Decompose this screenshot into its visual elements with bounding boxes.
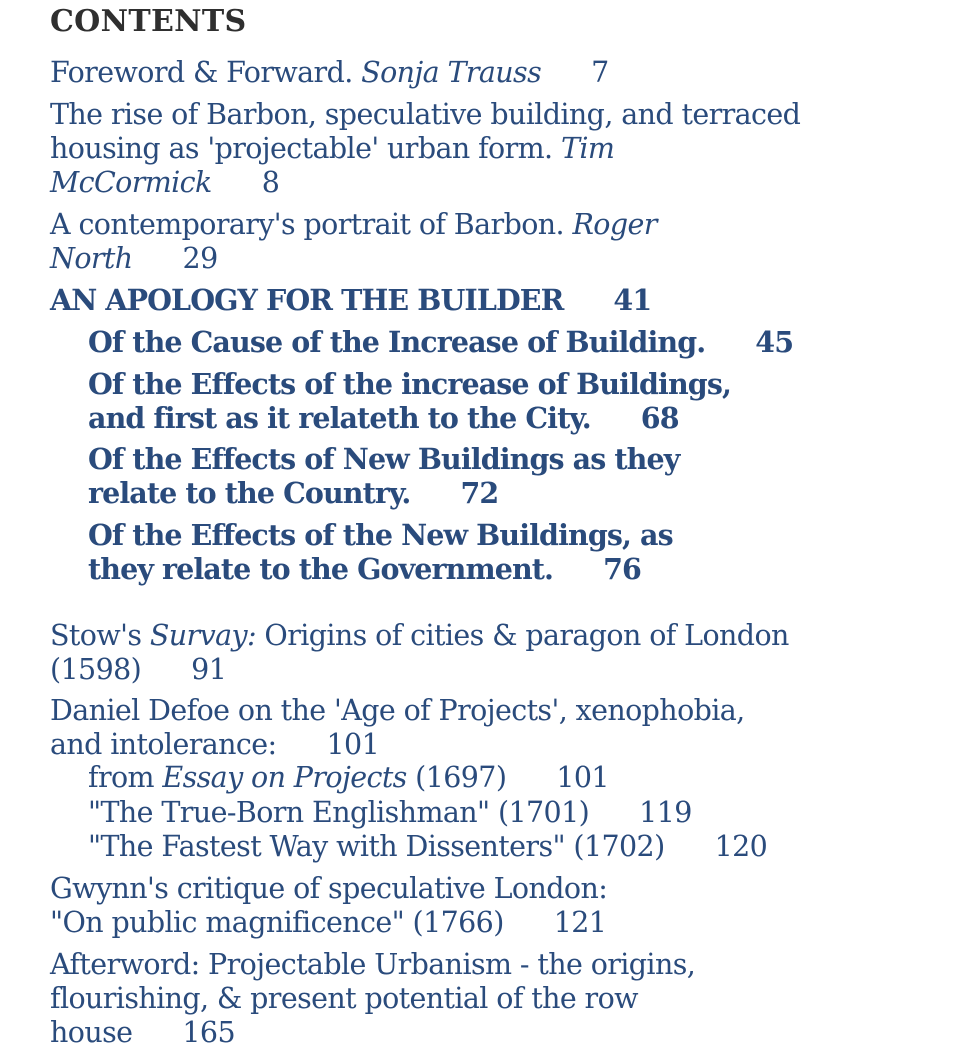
toc-entry-true-born-englishman[interactable] xyxy=(88,796,692,830)
toc-title-line: flourishing, & present potential of the row xyxy=(50,982,638,1015)
toc-author: Tim xyxy=(560,132,615,165)
toc-author: Roger xyxy=(572,208,657,241)
toc-entry-cause[interactable] xyxy=(88,325,793,359)
toc-title-line: they relate to the Government. xyxy=(88,552,554,586)
toc-title-line: "On public magnificence" (1766) xyxy=(50,906,504,939)
toc-entry-effects-country[interactable] xyxy=(88,442,679,510)
toc-author: McCormick xyxy=(50,166,212,199)
toc-page-number: 29 xyxy=(182,242,218,275)
toc-page-number: 76 xyxy=(603,552,641,586)
toc-page-number: 91 xyxy=(191,653,227,686)
toc-title: (1697) xyxy=(406,761,507,794)
toc-title: Of the Cause of the Increase of Building. xyxy=(88,325,706,359)
toc-title-line: and intolerance: xyxy=(50,728,277,761)
toc-work-title: Survay: xyxy=(149,619,256,652)
toc-entry-defoe[interactable] xyxy=(50,694,745,762)
toc-page-number: 120 xyxy=(714,830,768,863)
toc-title-line: (1598) xyxy=(50,653,142,686)
toc-page-number: 165 xyxy=(182,1016,235,1049)
toc-title-line: Origins of cities & paragon of London xyxy=(255,619,789,652)
page-title: CONTENTS xyxy=(50,4,247,39)
toc-author: Sonja Trauss xyxy=(361,56,542,89)
toc-entry-stow[interactable] xyxy=(50,619,789,687)
toc-page-number: 7 xyxy=(591,56,609,89)
toc-title-line: housing as 'projectable' urban form. xyxy=(50,132,561,165)
toc-title-line: Gwynn's critique of speculative London: xyxy=(50,872,608,905)
toc-title-line: house xyxy=(50,1016,133,1049)
toc-title: AN APOLOGY FOR THE BUILDER xyxy=(50,283,564,317)
toc-author: North xyxy=(50,242,133,275)
toc-page-number: 45 xyxy=(755,325,794,359)
toc-title-line: relate to the Country. xyxy=(88,476,411,510)
toc-entry-afterword[interactable] xyxy=(50,948,695,1050)
toc-title-line: A contemporary's portrait of Barbon. xyxy=(50,208,573,241)
toc-entry-essay-on-projects[interactable] xyxy=(88,761,609,795)
toc-entry-effects-city[interactable] xyxy=(88,367,731,435)
toc-entry-effects-government[interactable] xyxy=(88,518,673,586)
toc-page-number: 101 xyxy=(326,728,380,761)
toc-page-number: 72 xyxy=(460,476,499,510)
toc-title: "The True-Born Englishman" (1701) xyxy=(88,796,590,829)
toc-entry-apology[interactable] xyxy=(50,283,651,317)
toc-title: Foreword & Forward. xyxy=(50,56,362,89)
toc-page-number: 119 xyxy=(639,796,692,829)
toc-page-number: 68 xyxy=(640,401,679,435)
toc-title-line: Of the Effects of the New Buildings, as xyxy=(88,518,673,552)
toc-title-line: Stow's xyxy=(50,619,150,652)
toc-entry-foreword[interactable] xyxy=(50,56,609,90)
toc-entry-rise-of-barbon[interactable] xyxy=(50,98,800,200)
toc-entry-portrait[interactable] xyxy=(50,208,657,276)
toc-page-number: 8 xyxy=(261,166,280,199)
toc-title-line: Of the Effects of New Buildings as they xyxy=(88,442,680,476)
toc-work-title: Essay on Projects xyxy=(162,761,407,794)
toc-entry-gwynn[interactable] xyxy=(50,872,607,940)
toc-title-line: and first as it relateth to the City. xyxy=(88,401,591,435)
toc-title: from xyxy=(88,761,163,794)
toc-title-line: Of the Effects of the increase of Buildings, xyxy=(88,367,731,401)
toc-entry-fastest-way[interactable] xyxy=(88,830,767,864)
toc-title-line: Daniel Defoe on the 'Age of Projects', xenophobia, xyxy=(50,694,745,727)
toc-page-number: 121 xyxy=(553,906,607,939)
toc-title-line: The rise of Barbon, speculative building, and terraced xyxy=(50,98,801,131)
toc-page-number: 41 xyxy=(613,283,652,317)
toc-page-number: 101 xyxy=(556,761,609,794)
toc-title-line: Afterword: Projectable Urbanism - the origins, xyxy=(50,948,696,981)
toc-title: "The Fastest Way with Dissenters" (1702) xyxy=(88,830,665,863)
